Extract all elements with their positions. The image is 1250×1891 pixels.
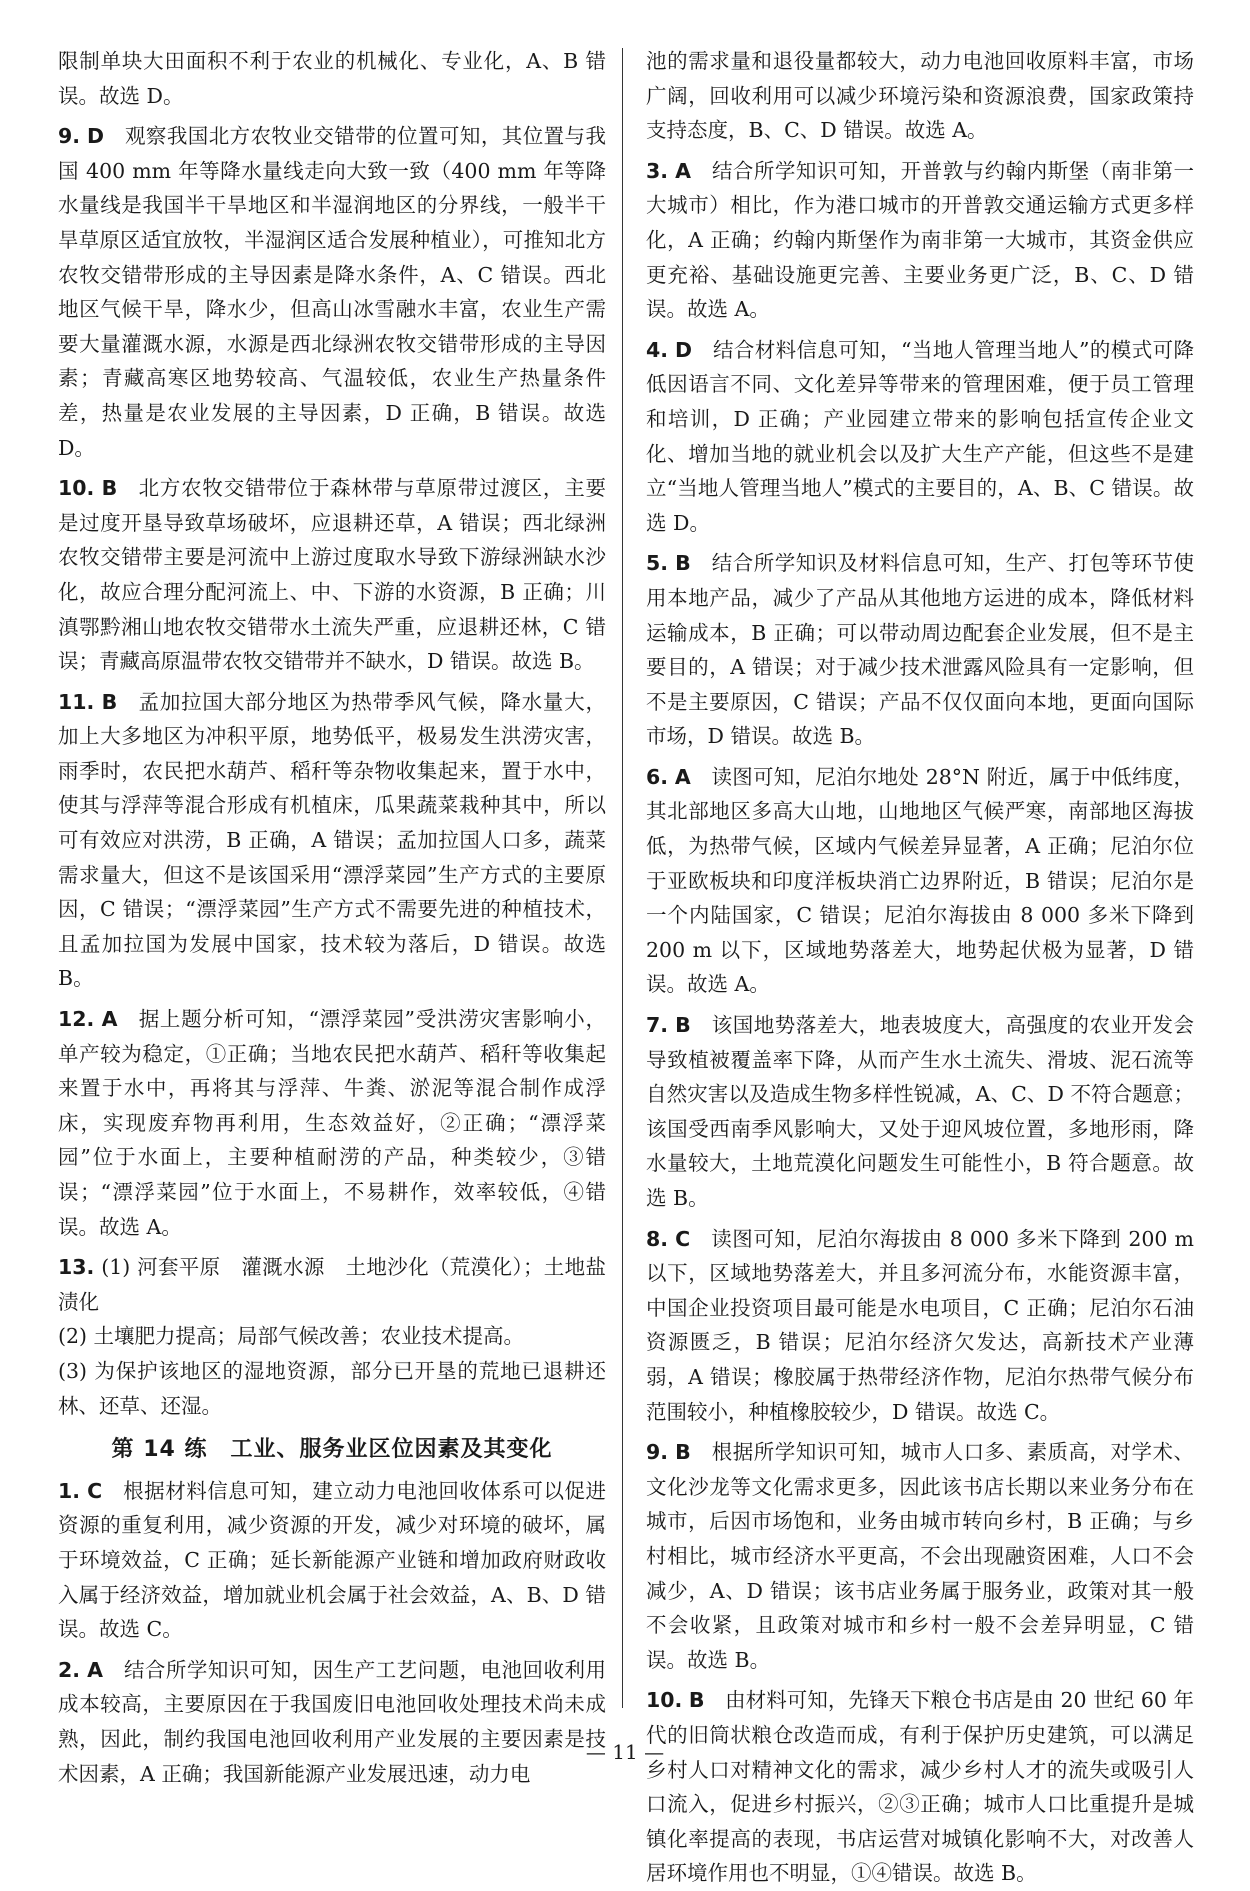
question-number: 9. [646,1440,669,1465]
answer-item-s6 [646,760,1194,1002]
answer-letter: B [688,1688,705,1713]
answer-letter: A [675,158,691,183]
answer-letter: B [101,476,118,501]
section-title: 第 14 练 工业、服务业区位因素及其变化 [111,1437,553,1463]
explanation: 据上题分析可知，“漂浮菜园”受洪涝灾害影响小，单产较为稳定，①正确；当地农民把水葫芦、稻秆等收集起来置于水中，再将其与浮萍、牛粪、淤泥等混合制作成浮床，实现废弃物再利用，生态效益好，②正确；“漂浮菜园”位于水面上，主要种植耐涝的产品，种类较少，③错误；“漂浮菜园”位于水面上，不易耕作，效率较低，④错误。故选 A。 [58,1007,606,1239]
answer-letter: B [675,551,691,576]
explanation: 该国地势落差大，地表坡度大，高强度的农业开发会导致植被覆盖率下降，从而产生水土流失、滑坡、泥石流等自然灾害以及造成生物多样性锐减，A、C、D 不符合题意；该国受西南季风影响大，又处于迎风坡位置，多地形雨，降水量较大，土地荒漠化问题发生可能性小，B 符合题意。故选 B。 [646,1013,1194,1210]
question-number: 10. [646,1688,683,1713]
answer-item-13 [58,1250,606,1319]
left-column [58,44,606,1791]
answer-letter: C [87,1478,103,1503]
answer-item-s7 [646,1008,1194,1216]
page-number: — 11 — [585,1740,665,1764]
answer-letter: B [675,1013,691,1038]
explanation: 由材料可知，先锋天下粮仓书店是由 20 世纪 60 年代的旧筒状粮仓改造而成，有利于保护历史建筑，可以满足乡村人口对精神文化的需求，减少乡村人才的流失或吸引人口流入，促进乡村振兴，②③正确；城市人口比重提升是城镇化率提高的表现，书店运营对城镇化影响不大，对改善人居环境作用也不明显，①④错误。故选 B。 [646,1688,1194,1886]
answer-item-s5 [646,546,1194,754]
right-column [646,44,1194,1891]
question-number: 7. [646,1013,669,1038]
explanation: 孟加拉国大部分地区为热带季风气候，降水量大，加上大多地区为冲积平原，地势低平，极易发生洪涝灾害，雨季时，农民把水葫芦、稻秆等杂物收集起来，置于水中，使其与浮萍等混合形成有机植床，瓜果蔬菜栽种其中，所以可有效应对洪涝，B 正确，A 错误；孟加拉国人口多，蔬菜需求量大，但这不是该国采用“漂浮菜园”生产方式的主要原因，C 错误；“漂浮菜园”生产方式不需要先进的种植技术，且孟加拉国为发展中国家，技术较为落后，D 错误。故选 B。 [58,689,606,991]
explanation: 北方农牧交错带位于森林带与草原带过渡区，主要是过度开垦导致草场破坏，应退耕还草，A 错误；西北绿洲农牧交错带主要是河流中上游过度取水导致下游绿洲缺水沙化，故应合理分配河流上、中、下游的水资源，B 正确；川滇鄂黔湘山地农牧交错带水土流失严重，应退耕还林，C 错误；青藏高原温带农牧交错带并不缺水，D 错误。故选 B。 [58,476,606,674]
explanation: 结合所学知识及材料信息可知，生产、打包等环节使用本地产品，减少了产品从其他地方运进的成本，降低材料运输成本，B 正确；可以带动周边配套企业发展，但不是主要目的，A 错误；对于减少技术泄露风险具有一定影响，但不是主要原因，C 错误；产品不仅仅面向本地，更面向国际市场，D 错误。故选 B。 [646,551,1194,749]
explanation: 结合材料信息可知，“当地人管理当地人”的模式可降低因语言不同、文化差异等带来的管理困难，便于员工管理和培训，D 正确；产业园建立带来的影响包括宣传企业文化、增加当地的就业机会以及扩大生产产能，但这些不是建立“当地人管理当地人”模式的主要目的，A、B、C 错误。故选 D。 [646,337,1194,535]
answer-letter: A [101,1007,118,1032]
explanation: 根据所学知识可知，城市人口多、素质高，对学术、文化沙龙等文化需求更多，因此该书店长期以来业务分布在城市，后因市场饱和，业务由城市转向乡村，B 正确；与乡村相比，城市经济水平更高，不会出现融资困难，人口不会减少，A、D 错误；该书店业务属于服务业，政策对其一般不会收紧，且政策对城市和乡村一般不会差异明显，C 错误。故选 B。 [646,1440,1194,1672]
column-divider [622,48,623,1708]
answer-letter: A [87,1657,103,1682]
answer-letter: C [675,1226,691,1251]
sub-answer-3: (3) 为保护该地区的湿地资源，部分已开垦的荒地已退耕还林、还草、还湿。 [58,1358,606,1418]
explanation: 读图可知，尼泊尔地处 28°N 附近，属于中低纬度，其北部地区多高大山地，山地地区气候严寒，南部地区海拔低，为热带气候，区域内气候差异显著，A 正确；尼泊尔位于亚欧板块和印度洋板块消亡边界附近，B 错误；尼泊尔是一个内陆国家，C 错误；尼泊尔海拔由 8 000 多米下降到 200 m 以下，区域地势落差大，地势起伏极为显著，D 错误。故选 A。 [646,764,1194,997]
question-number: 5. [646,551,669,576]
answer-letter: D [87,124,105,149]
answer-letter: B [101,689,118,714]
question-number: 10. [58,476,95,501]
question-number: 4. [646,337,669,362]
answer-item-s4 [646,333,1194,541]
explanation: 结合所学知识可知，因生产工艺问题，电池回收利用成本较高，主要原因在于我国废旧电池回收处理技术尚未成熟，因此，制约我国电池回收利用产业发展的主要因素是技术因素，A 正确；我国新能源产业发展迅速，动力电 [58,1657,606,1786]
answer-letter: B [675,1440,691,1465]
answer-item-s9 [646,1435,1194,1677]
question-number: 9. [58,124,81,149]
explanation: 根据材料信息可知，建立动力电池回收体系可以促进资源的重复利用，减少资源的开发，减少对环境的破坏，属于环境效益，C 正确；延长新能源产业链和增加政府财政收入属于经济效益，增加就业机会属于社会效益，A、B、D 错误。故选 C。 [58,1478,606,1642]
question-number: 12. [58,1007,95,1032]
sub-answer-2: (2) 土壤肥力提高；局部气候改善；农业技术提高。 [58,1324,525,1349]
answer-item-s1 [58,1474,606,1647]
answer-item-s2 [58,1653,606,1791]
question-number: 11. [58,689,95,714]
question-number: 6. [646,764,669,789]
answer-item-10 [58,471,606,679]
question-number: 1. [58,1478,81,1503]
answer-letter: A [674,764,691,789]
question-number: 2. [58,1657,81,1682]
answer-item-12 [58,1002,606,1244]
answer-item-s10 [646,1683,1194,1891]
answer-item-11 [58,685,606,996]
explanation: 读图可知，尼泊尔海拔由 8 000 多米下降到 200 m 以下，区域地势落差大，并且多河流分布，水能资源丰富，中国企业投资项目最可能是水电项目，C 正确；尼泊尔石油资源匮乏，B 错误；尼泊尔经济欠发达，高新技术产业薄弱，A 错误；橡胶属于热带经济作物，尼泊尔热带气候分布范围较小，种植橡胶较少，D 错误。故选 C。 [646,1226,1194,1424]
question-number: 13. [58,1255,95,1280]
sub-answer-1: (1) 河套平原 灌溉水源 土地沙化（荒漠化）；土地盐渍化 [58,1255,606,1314]
question-number: 8. [646,1226,669,1251]
explanation: 结合所学知识可知，开普敦与约翰内斯堡（南非第一大城市）相比，作为港口城市的开普敦交通运输方式更多样化，A 正确；约翰内斯堡作为南非第一大城市，其资金供应更充裕、基础设施更完善、主要业务更广泛，B、C、D 错误。故选 A。 [646,158,1194,322]
explanation: 观察我国北方农牧业交错带的位置可知，其位置与我国 400 mm 年等降水量线走向大致一致（400 mm 年等降水量线是我国半干旱地区和半湿润地区的分界线，一般半干旱草原区适宜放牧，半湿润区适合发展种植业），可推知北方农牧交错带形成的主导因素是降水条件，A、C 错误。西北地区气候干旱，降水少，但高山冰雪融水丰富，农业生产需要大量灌溉水源，水源是西北绿洲农牧交错带形成的主导因素；青藏高寒区地势较高、气温较低，农业生产热量条件差，热量是农业发展的主导因素，D 正确，B 错误。故选 D。 [58,124,606,460]
question-number: 3. [646,158,669,183]
continued-answer: 池的需求量和退役量都较大，动力电池回收原料丰富，市场广阔，回收利用可以减少环境污染和资源浪费，国家政策持支持态度，B、C、D 错误。故选 A。 [646,49,1194,143]
answer-item-s3 [646,154,1194,327]
continued-answer: 限制单块大田面积不利于农业的机械化、专业化，A、B 错误。故选 D。 [58,49,606,108]
answer-item-s8 [646,1222,1194,1430]
answer-item-9 [58,119,606,465]
answer-letter: D [674,337,693,362]
